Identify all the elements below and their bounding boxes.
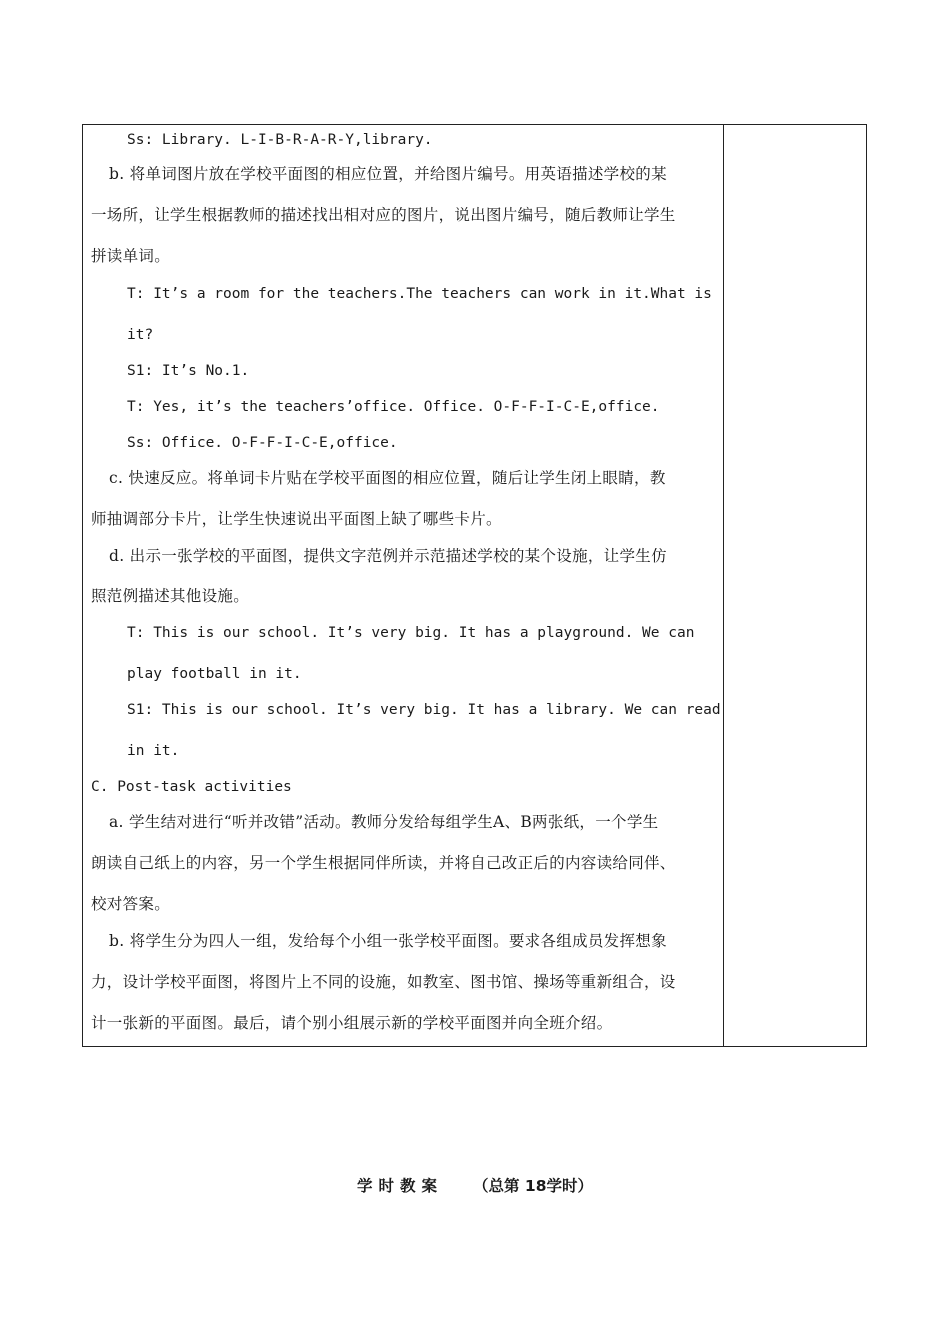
dialogue-line: S1: This is our school. It’s very big. It has a library. We can read: [127, 702, 721, 718]
dialogue-line: play football in it.: [127, 666, 302, 682]
activity-d-line: d. 出示一张学校的平面图，提供文字范例并示范描述学校的某个设施，让学生仿: [109, 547, 667, 565]
activity-b-line: b. 将单词图片放在学校平面图的相应位置，并给图片编号。用英语描述学校的某: [109, 165, 667, 183]
dialogue-line: Ss: Library. L-I-B-R-A-R-Y,library.: [127, 132, 433, 148]
dialogue-line: T: This is our school. It’s very big. It has a playground. We can: [127, 625, 695, 641]
activity-b-line: 拼读单词。: [91, 247, 171, 265]
activity-b2-line: b. 将学生分为四人一组，发给每个小组一张学校平面图。要求各组成员发挥想象: [109, 932, 667, 950]
activity-b-line: 一场所，让学生根据教师的描述找出相对应的图片，说出图片编号，随后教师让学生: [91, 206, 676, 224]
footer-heading: [0, 1174, 950, 1196]
activity-c-line: 师抽调部分卡片，让学生快速说出平面图上缺了哪些卡片。: [91, 510, 502, 528]
dialogue-line: T: Yes, it’s the teachers’office. Office. O-F-F-I-C-E,office.: [127, 399, 660, 415]
activity-a-line: a. 学生结对进行“听并改错”活动。教师分发给每组学生A、B两张纸，一个学生: [109, 813, 659, 831]
lesson-plan-table: [82, 124, 867, 1047]
footer-title: 学时教案: [357, 1177, 444, 1195]
activity-b2-line: 计一张新的平面图。最后，请个别小组展示新的学校平面图并向全班介绍。: [91, 1014, 613, 1032]
activity-a-line: 校对答案。: [91, 895, 171, 913]
dialogue-line: Ss: Office. O-F-F-I-C-E,office.: [127, 435, 398, 451]
dialogue-line: S1: It’s No.1.: [127, 363, 250, 379]
activity-d-line: 照范例描述其他设施。: [91, 587, 250, 605]
section-heading: C. Post-task activities: [91, 779, 292, 795]
activity-c-line: c. 快速反应。将单词卡片贴在学校平面图的相应位置，随后让学生闭上眼睛，教: [109, 469, 666, 487]
footer-period: （总第 18学时）: [473, 1177, 593, 1195]
dialogue-line: T: It’s a room for the teachers.The teachers can work in it.What is: [127, 286, 712, 302]
activity-a-line: 朗读自己纸上的内容，另一个学生根据同伴所读，并将自己改正后的内容读给同伴、: [91, 854, 676, 872]
dialogue-line: it?: [127, 327, 154, 343]
column-divider: [723, 125, 724, 1046]
dialogue-line: in it.: [127, 743, 180, 759]
activity-b2-line: 力，设计学校平面图，将图片上不同的设施，如教室、图书馆、操场等重新组合，设: [91, 973, 676, 991]
